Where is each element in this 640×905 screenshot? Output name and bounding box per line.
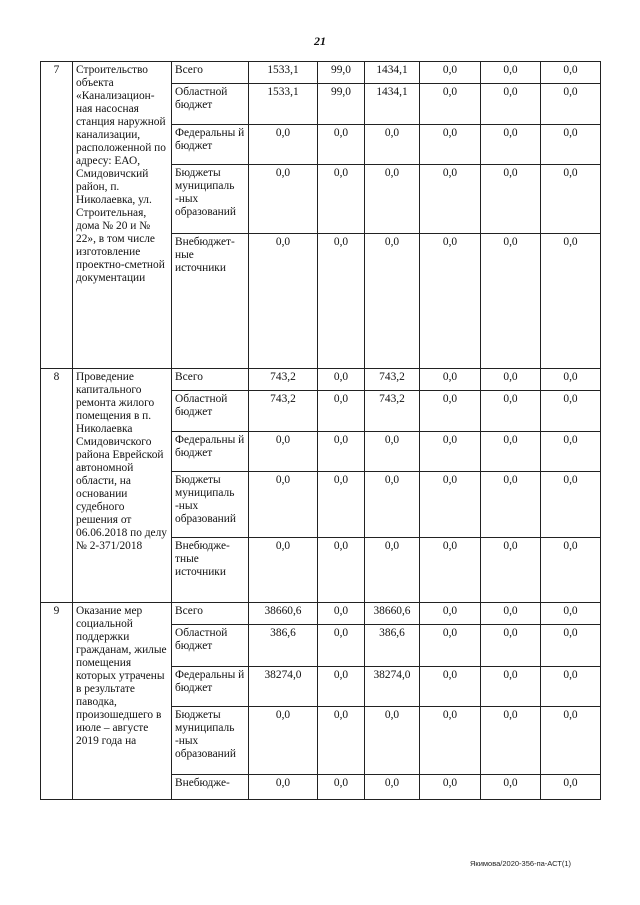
funding-value: 0,0 bbox=[318, 625, 365, 667]
funding-value: 0,0 bbox=[420, 667, 481, 707]
funding-source: Федеральны й бюджет bbox=[172, 667, 249, 707]
funding-value: 0,0 bbox=[541, 125, 601, 165]
funding-value: 1434,1 bbox=[365, 84, 420, 125]
funding-value: 0,0 bbox=[481, 125, 541, 165]
funding-value: 0,0 bbox=[481, 667, 541, 707]
funding-value: 1533,1 bbox=[249, 84, 318, 125]
funding-source: Всего bbox=[172, 62, 249, 84]
funding-value: 0,0 bbox=[249, 775, 318, 800]
funding-value: 0,0 bbox=[481, 775, 541, 800]
funding-value: 0,0 bbox=[249, 165, 318, 234]
funding-source: Внебюдже- bbox=[172, 775, 249, 800]
funding-value: 0,0 bbox=[318, 472, 365, 538]
funding-value: 386,6 bbox=[365, 625, 420, 667]
funding-source: Бюджеты муниципаль -ных образований bbox=[172, 707, 249, 775]
funding-value: 0,0 bbox=[541, 603, 601, 625]
funding-value: 0,0 bbox=[481, 472, 541, 538]
funding-value: 0,0 bbox=[541, 165, 601, 234]
funding-value: 0,0 bbox=[365, 472, 420, 538]
funding-source: Всего bbox=[172, 603, 249, 625]
funding-value: 0,0 bbox=[420, 472, 481, 538]
funding-value: 0,0 bbox=[420, 62, 481, 84]
item-name: Проведение капитального ремонта жилого помещения в п. Николаевка Смидовичского района Еврейской автономной области, на основании судебного решения от 06.06.2018 по делу № 2-371/2018 bbox=[73, 369, 172, 603]
funding-value: 0,0 bbox=[318, 667, 365, 707]
funding-value: 0,0 bbox=[481, 432, 541, 472]
funding-value: 0,0 bbox=[365, 432, 420, 472]
funding-value: 0,0 bbox=[420, 125, 481, 165]
funding-source: Всего bbox=[172, 369, 249, 391]
funding-value: 0,0 bbox=[481, 165, 541, 234]
funding-source: Бюджеты муниципаль -ных образований bbox=[172, 472, 249, 538]
funding-value: 0,0 bbox=[318, 775, 365, 800]
funding-value: 0,0 bbox=[541, 625, 601, 667]
page-number: 21 bbox=[314, 34, 326, 48]
funding-value: 743,2 bbox=[365, 391, 420, 432]
funding-value: 743,2 bbox=[249, 369, 318, 391]
funding-value: 0,0 bbox=[249, 125, 318, 165]
funding-value: 743,2 bbox=[249, 391, 318, 432]
funding-value: 0,0 bbox=[249, 432, 318, 472]
funding-source: Бюджеты муниципаль -ных образований bbox=[172, 165, 249, 234]
item-name: Строительство объекта «Канализацион-ная насосная станция наружной канализации, расположенной по адресу: ЕАО, Смидовичский район, п. Николаевка, ул. Строительная, дома № 20 и № 22», в том числе изготовление проектно-сметной документации bbox=[73, 62, 172, 369]
funding-value: 0,0 bbox=[420, 234, 481, 369]
funding-value: 38660,6 bbox=[365, 603, 420, 625]
funding-source: Федеральны й бюджет bbox=[172, 125, 249, 165]
funding-value: 0,0 bbox=[365, 538, 420, 603]
funding-value: 38274,0 bbox=[365, 667, 420, 707]
funding-value: 0,0 bbox=[318, 391, 365, 432]
funding-value: 0,0 bbox=[420, 707, 481, 775]
funding-source: Областной бюджет bbox=[172, 625, 249, 667]
funding-value: 0,0 bbox=[420, 84, 481, 125]
funding-source: Областной бюджет bbox=[172, 391, 249, 432]
funding-value: 0,0 bbox=[318, 369, 365, 391]
funding-value: 38660,6 bbox=[249, 603, 318, 625]
funding-source: Внебюджет-ные источники bbox=[172, 234, 249, 369]
funding-source: Областной бюджет bbox=[172, 84, 249, 125]
funding-value: 0,0 bbox=[365, 775, 420, 800]
funding-value: 0,0 bbox=[420, 369, 481, 391]
funding-value: 386,6 bbox=[249, 625, 318, 667]
funding-value: 0,0 bbox=[249, 707, 318, 775]
funding-value: 0,0 bbox=[481, 538, 541, 603]
table-row bbox=[41, 603, 601, 625]
funding-value: 0,0 bbox=[318, 234, 365, 369]
funding-value: 0,0 bbox=[420, 391, 481, 432]
funding-value: 0,0 bbox=[541, 775, 601, 800]
document-code: Якимова/2020-356-па-АСТ(1) bbox=[470, 859, 572, 868]
funding-value: 1434,1 bbox=[365, 62, 420, 84]
funding-value: 0,0 bbox=[420, 432, 481, 472]
funding-value: 0,0 bbox=[541, 84, 601, 125]
budget-table bbox=[40, 61, 601, 800]
item-number: 8 bbox=[41, 369, 73, 603]
funding-value: 99,0 bbox=[318, 84, 365, 125]
funding-value: 0,0 bbox=[365, 125, 420, 165]
funding-value: 0,0 bbox=[541, 369, 601, 391]
funding-value: 0,0 bbox=[420, 775, 481, 800]
funding-value: 0,0 bbox=[481, 391, 541, 432]
funding-value: 0,0 bbox=[481, 369, 541, 391]
funding-value: 99,0 bbox=[318, 62, 365, 84]
funding-value: 0,0 bbox=[249, 538, 318, 603]
funding-value: 0,0 bbox=[318, 603, 365, 625]
funding-value: 0,0 bbox=[318, 538, 365, 603]
funding-source: Федеральны й бюджет bbox=[172, 432, 249, 472]
table-row bbox=[41, 369, 601, 391]
funding-value: 0,0 bbox=[541, 667, 601, 707]
funding-value: 0,0 bbox=[420, 625, 481, 667]
table-row bbox=[41, 62, 601, 84]
funding-value: 0,0 bbox=[249, 234, 318, 369]
funding-value: 0,0 bbox=[541, 391, 601, 432]
funding-value: 0,0 bbox=[249, 472, 318, 538]
funding-value: 0,0 bbox=[318, 707, 365, 775]
funding-value: 0,0 bbox=[541, 472, 601, 538]
item-name: Оказание мер социальной поддержки гражданам, жилые помещения которых утрачены в результате паводка, произошедшего в июле – августе 2019 года на bbox=[73, 603, 172, 800]
funding-value: 0,0 bbox=[420, 165, 481, 234]
funding-value: 0,0 bbox=[318, 432, 365, 472]
funding-value: 0,0 bbox=[481, 625, 541, 667]
funding-value: 0,0 bbox=[481, 603, 541, 625]
funding-value: 0,0 bbox=[318, 125, 365, 165]
funding-value: 0,0 bbox=[481, 62, 541, 84]
funding-value: 0,0 bbox=[541, 234, 601, 369]
funding-value: 38274,0 bbox=[249, 667, 318, 707]
funding-value: 0,0 bbox=[481, 234, 541, 369]
item-number: 7 bbox=[41, 62, 73, 369]
funding-value: 0,0 bbox=[541, 707, 601, 775]
funding-value: 0,0 bbox=[481, 707, 541, 775]
funding-value: 0,0 bbox=[541, 432, 601, 472]
funding-value: 0,0 bbox=[541, 62, 601, 84]
funding-value: 1533,1 bbox=[249, 62, 318, 84]
funding-source: Внебюдже-тные источники bbox=[172, 538, 249, 603]
funding-value: 0,0 bbox=[481, 84, 541, 125]
funding-value: 0,0 bbox=[365, 165, 420, 234]
funding-value: 0,0 bbox=[541, 538, 601, 603]
funding-value: 0,0 bbox=[420, 538, 481, 603]
funding-value: 0,0 bbox=[420, 603, 481, 625]
funding-value: 0,0 bbox=[365, 707, 420, 775]
funding-value: 0,0 bbox=[318, 165, 365, 234]
funding-value: 743,2 bbox=[365, 369, 420, 391]
item-number: 9 bbox=[41, 603, 73, 800]
funding-value: 0,0 bbox=[365, 234, 420, 369]
